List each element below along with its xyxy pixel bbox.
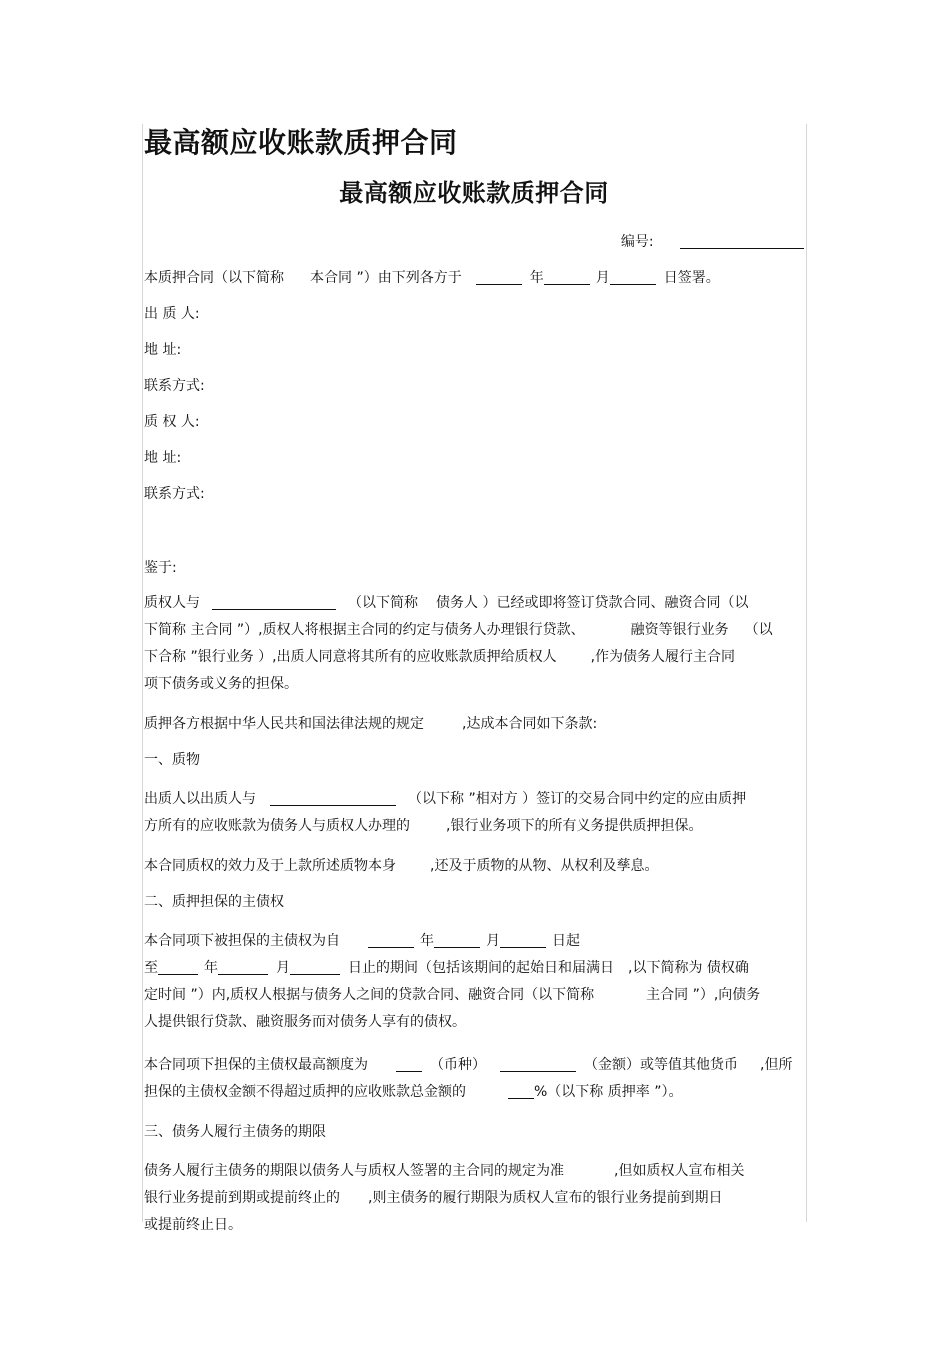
contract-code-row	[144, 232, 804, 252]
end-year-blank[interactable]	[158, 959, 198, 975]
pledgor-label: 出 质 人:	[144, 306, 200, 322]
start-day-blank[interactable]	[500, 932, 546, 948]
month-label: 月	[595, 270, 610, 286]
section-1-text: 本合同质权的效力及于上款所述质物本身	[144, 858, 396, 874]
agreement-text: 质押各方根据中华人民共和国法律法规的规定	[144, 716, 424, 732]
section-2-text: （币种）	[430, 1057, 486, 1073]
agreement-line	[144, 714, 804, 734]
section-1-text: 方所有的应收账款为债务人与质权人办理的	[144, 818, 410, 834]
section-2-text: 月	[486, 933, 500, 949]
section-2-title: 二、质押担保的主债权	[144, 894, 284, 910]
section-1-text: 签订的交易合同中约定的应由质押	[536, 791, 747, 807]
whereas-text: 下简称 主合同 ”）,质权人将根据主合同的约定与债务人办理银行贷款、	[144, 622, 585, 638]
section-2-text: 担保的主债权金额不得超过质押的应收账款总金额的	[144, 1084, 466, 1100]
section-3-text: 债务人履行主债务的期限以债务人与质权人签署的主合同的规定为准	[144, 1163, 564, 1179]
document-title: 最高额应收账款质押合同	[339, 179, 609, 207]
section-2-amount-paragraph	[144, 1052, 804, 1106]
section-2-text: ,以下简称为 债权确	[628, 960, 749, 976]
section-1-title: 一、质物	[144, 752, 200, 768]
section-2-text: 年	[420, 933, 434, 949]
whereas-text: 质权人与	[144, 595, 200, 611]
pledgor-address-label: 地 址:	[144, 342, 182, 358]
section-2-text: 主合同 ”）	[646, 987, 714, 1003]
section-1-text: （以下称 ”相对方 ）	[408, 791, 537, 807]
pledgee-label: 质 权 人:	[144, 414, 200, 430]
whereas-text: （以	[744, 622, 773, 638]
whereas-text: ,作为债务人履行主合同	[590, 649, 736, 665]
pledgor-row	[144, 304, 804, 324]
section-1-text: ,还及于质物的从物、从权利及孳息。	[430, 858, 659, 874]
section-2-text: 日起	[552, 933, 580, 949]
whereas-text: 债务人 ）	[436, 595, 497, 611]
year-label: 年	[529, 270, 544, 286]
pledgee-address-row	[144, 448, 804, 468]
pledgor-address-row	[144, 340, 804, 360]
section-1-text: ,银行业务项下的所有义务提供质押担保。	[446, 818, 703, 834]
section-1-effect-line	[144, 856, 804, 876]
section-2-text: 月	[276, 960, 290, 976]
document-body	[144, 124, 804, 1239]
pledgor-contact-row	[144, 376, 804, 396]
sign-day-blank[interactable]	[610, 269, 656, 285]
intro-line	[144, 268, 804, 288]
code-blank[interactable]	[680, 233, 804, 249]
pledgee-contact-label: 联系方式:	[144, 486, 205, 502]
section-1-paragraph	[144, 786, 804, 840]
section-2-text: 定时间 ”）内,质权人根据与债务人之间的贷款合同、融资合同（以下简称	[144, 987, 595, 1003]
section-2-paragraph	[144, 928, 804, 1036]
section-2-text: ,但所	[760, 1057, 793, 1073]
section-2-text: ,向债务	[713, 987, 761, 1003]
section-1-text: 出质人以出质人与	[144, 791, 256, 807]
section-3-text: 或提前终止日。	[144, 1217, 242, 1233]
sign-month-blank[interactable]	[544, 269, 590, 285]
page-frame-right	[806, 124, 807, 1222]
section-3-text: 银行业务提前到期或提前终止的	[144, 1190, 340, 1206]
section-2-text: 本合同项下被担保的主债权为自	[144, 933, 340, 949]
section-3-text: ,但如质权人宣布相关	[614, 1163, 745, 1179]
intro-text-b: 本合同 ”）由下列各方于	[310, 270, 462, 286]
page-frame-left	[142, 124, 143, 1222]
counterparty-blank[interactable]	[270, 790, 396, 806]
section-2-text: 人提供银行贷款、融资服务而对债务人享有的债权。	[144, 1014, 466, 1030]
section-2-text: 日止的期间（包括该期间的起始日和届满日	[348, 960, 614, 976]
section-2-text: （金额）或等值其他货币	[584, 1057, 738, 1073]
debtor-name-blank[interactable]	[212, 594, 336, 610]
end-month-blank[interactable]	[218, 959, 268, 975]
intro-text-a: 本质押合同（以下简称	[144, 270, 284, 286]
pledgor-contact-label: 联系方式:	[144, 378, 205, 394]
end-day-blank[interactable]	[290, 959, 340, 975]
section-3-text: ,则主债务的履行期限为质权人宣布的银行业务提前到期日	[368, 1190, 723, 1206]
pledgee-row	[144, 412, 804, 432]
header-title: 最高额应收账款质押合同	[144, 126, 458, 159]
pledgee-contact-row	[144, 484, 804, 504]
whereas-text: ,出质人同意将其所有的应收账款质押给质权人	[272, 649, 557, 665]
section-2-text: %（以下称 质押率 ”）。	[534, 1084, 683, 1100]
whereas-text: 下合称 ”银行业务 ）	[144, 649, 273, 665]
amount-blank[interactable]	[500, 1056, 576, 1072]
section-3-paragraph	[144, 1158, 804, 1239]
start-year-blank[interactable]	[368, 932, 414, 948]
code-label: 编号:	[620, 234, 654, 250]
pledgee-address-label: 地 址:	[144, 450, 182, 466]
agreement-text: ,达成本合同如下条款:	[462, 716, 598, 732]
whereas-paragraph	[144, 590, 804, 698]
sign-year-blank[interactable]	[476, 269, 522, 285]
section-2-text: 至	[144, 960, 158, 976]
day-label: 日签署。	[663, 270, 720, 286]
section-3-title: 三、债务人履行主债务的期限	[144, 1124, 326, 1140]
whereas-label: 鉴于:	[144, 560, 177, 576]
start-month-blank[interactable]	[434, 932, 480, 948]
whereas-text: 已经或即将签订贷款合同、融资合同（以	[496, 595, 749, 611]
currency-blank[interactable]	[396, 1056, 422, 1072]
pledge-rate-blank[interactable]	[508, 1083, 534, 1099]
whereas-text: 项下债务或义务的担保。	[144, 676, 298, 692]
section-2-text: 本合同项下担保的主债权最高额度为	[144, 1057, 368, 1073]
whereas-text: 融资等银行业务	[630, 622, 729, 638]
whereas-text: （以下简称	[348, 595, 418, 611]
section-2-text: 年	[204, 960, 218, 976]
